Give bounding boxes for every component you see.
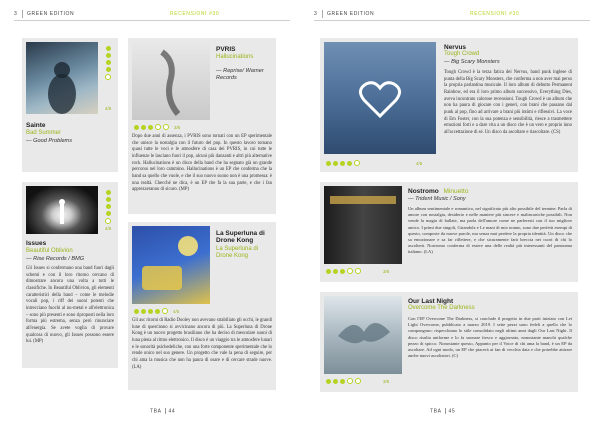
footer-brand: TBA (430, 408, 442, 415)
footer-page-number: 44 (168, 408, 176, 415)
rating-dot-filled (148, 125, 153, 130)
artist-name: Nervus (444, 44, 467, 51)
review-body: Tough Crowd è la terza fatica dei Nervus, band punk inglese di punta della Big Scary Monsters, che conferma a non aver mai perso la propria parlantina musicale. Il loro album di debutto Permanent Rainbow, ed era il loro primo album successivo, Everything Dies, aveva incontrato calorose recensioni. Tough Crowd è un album che non ha paura di giocare con i generi, con brani che passano dal punk al pop, fino ad arrivare a brani più intimi e riflessivi. La voce di Em Foster, con la sua potenza e sensibilità, riesce a trasmettere emozioni forti e a dare vita a un disco che è un vero e proprio inno all'accettazione di sé. Un disco da ascoltare e riascoltare. (CS) (444, 70, 572, 136)
rating-dot-filled (134, 125, 139, 130)
rating-dot-filled (141, 125, 146, 130)
right-page (300, 0, 600, 424)
album-cover (132, 226, 210, 304)
rating-dot-empty (105, 218, 111, 224)
rating-dot-filled (141, 309, 146, 314)
rating-dots (105, 46, 111, 80)
artist-name: La Superluna di Drone Kong (216, 230, 265, 245)
title-row (408, 188, 468, 195)
album-title: Tough Crowd (444, 51, 480, 57)
review-card-superluna (128, 222, 276, 390)
artist-name: Issues (26, 240, 47, 247)
cover-art-figure (132, 42, 210, 120)
review-body: Un album sentimentale e romantico, nel significato più alto possibile del termine. Parla di amore con nostalgia, desiderio e nelle maniere più sincere e malinconiche possibili. Non vende la magia di ballate, ma parla dell'amore come ne parleresti con il tuo migliore amico. I primi due singoli, Girandola e Le mani di mio nonno, sono due perfetti esempi di questo, composte da nuove parole, ma senza mai perdere la propria identità. Un disco che sa emozionare e sa far riflettere, e che sicuramente farà breccia nei cuori di chi lo ascolterà. Nostromo conferma di essere una delle realtà più interessanti del panorama italiano. (LA) (408, 206, 572, 255)
rating-dot-filled (106, 190, 111, 195)
cover-art-figure (26, 42, 98, 114)
rating-text: 3/5 (383, 268, 390, 274)
header-edition: GREEN EDITION (327, 11, 375, 17)
rating-dot-filled (326, 269, 331, 274)
album-cover (26, 186, 98, 234)
rating-text: 4/5 (416, 160, 423, 166)
cover-art-figure (132, 226, 210, 304)
album-title: Overcome The Darkness (408, 305, 475, 311)
rating-dot-filled (106, 197, 111, 202)
album-cover (324, 186, 402, 264)
footer-page-number: 45 (448, 408, 456, 415)
rating-dot-filled (106, 60, 111, 65)
artist-name: Our Last Night (408, 298, 454, 305)
record-label: — Good Problems (26, 138, 73, 144)
album-cover (324, 42, 436, 154)
review-card-sainte (22, 38, 118, 172)
rating-text: 4/5 (173, 308, 180, 314)
review-card-issues (22, 182, 118, 368)
review-body: Dopo due anni di assenza, i PVRIS sono tornati con un EP sperimentale che unisce la nostalgia con il futuro del pop. In questo lavoro tornano quasi tutte le voci e le atmosfere di casa dei PVRIS, in cui tutte le influenze le lasciano fuori il pop, alcuni più danzanti e altri più alternative rock. Hallucinations è un disco della band che ha segnato già un grande percorso nel loro cammino. Hallucinations è un EP che conferma che la band sa quello che vuole, e che il suo nuovo suono non è una promessa: è una realtà. Checché ne dica, è un EP che fa la sua parte, e che i fan apprezzeranno di sicuro. (MP) (132, 134, 272, 193)
rating-dot-filled (326, 161, 331, 166)
album-title: Hallucinations (216, 54, 254, 60)
record-label: — Reprise/ Warner Records (216, 68, 264, 82)
rating-dots (326, 378, 389, 384)
rating-dot-filled (148, 309, 153, 314)
cover-art-figure (324, 296, 402, 374)
rating-dot-empty (355, 268, 361, 274)
artist-name: Sainte (26, 122, 46, 129)
rating-dot-filled (333, 161, 338, 166)
rating-dot-empty (347, 378, 353, 384)
page-footer (430, 408, 455, 414)
page-header (14, 10, 290, 20)
rating-dot-filled (106, 46, 111, 51)
rating-text: 4/5 (105, 226, 112, 231)
header-edition: GREEN EDITION (27, 11, 75, 17)
rating-dot-empty (354, 160, 360, 166)
rating-dot-empty (105, 74, 111, 80)
footer-brand: TBA (150, 408, 162, 415)
heart-icon (324, 42, 436, 154)
rating-dot-filled (340, 379, 345, 384)
rating-dot-filled (106, 204, 111, 209)
album-cover (132, 42, 210, 120)
rating-dots (105, 190, 111, 224)
album-title: Beautiful Oblivion (26, 248, 73, 254)
rating-dot-filled (134, 309, 139, 314)
rating-dot-filled (106, 211, 111, 216)
cover-art-figure (26, 186, 98, 234)
review-body: Gli asc ritorni di Radio Dooley non avevano strabiliato gli occhi, le grandi lune di quest'anno si avvicinano ancora di più. La Superluna di Drone Kong è un nuovo progetto brasiliano che ha deciso di mescolare suoni di luna piena al ritmo elettronico. Il disco è un viaggio tra le atmosfere lunari e le sonorità psichedeliche, con una forte componente sperimentale che lo rende unico nel suo genere. Un progetto che vale la pena di seguire, per chi ama la musica che non ha paura di osare e di cercare strade nuove. (LA) (132, 318, 272, 370)
record-label: — Trident Music / Sony (408, 196, 466, 202)
rating-dot-filled (340, 161, 345, 166)
page-footer (150, 408, 175, 414)
header-page-number: 3 (14, 11, 18, 17)
review-body: Con l'EP Overcome The Darkness, si conclude il progetto in due parti iniziato con Let Light Overcome, pubblicato a marzo 2019. I sette pezzi sono fedeli a quello che lo compongono: rispecchiano lo stile consolidato negli ultimi anni dagli Our Last Night. Il disco risulta uniforme e lo fa suonare fresco e aggiornato, nonostante manchi qualche pezzo di spicco. Nonostante questo, Appunto per il Voice di chi ama la band, è un EP da ascoltare. Ad ogni modo, un EP che piacerà ai fan di vecchia data e che potrebbe attirare anche nuovi ascoltatori. (C) (408, 316, 572, 359)
review-card-nostromo (320, 182, 578, 282)
artist-name: PVRIS (216, 46, 236, 53)
album-title: Minuetto (443, 188, 469, 195)
rating-dot-filled (326, 379, 331, 384)
rating-dot-empty (163, 124, 169, 130)
album-title: La Superluna di Drone Kong (216, 246, 259, 259)
album-title: Bad Summer (26, 130, 62, 136)
header-page-number: 3 (314, 11, 318, 17)
rating-dot-empty (155, 124, 161, 130)
rating-dot-empty (355, 378, 361, 384)
rating-dot-filled (155, 309, 160, 314)
rating-dot-empty (162, 308, 168, 314)
record-label: — Big Scary Monsters (444, 59, 500, 65)
rating-dot-filled (340, 269, 345, 274)
header-section: RECENSIONI #30 (470, 11, 520, 17)
rating-dot-filled (106, 53, 111, 58)
rating-text: 3/5 (174, 124, 181, 130)
album-cover (26, 42, 98, 114)
review-card-nervus (320, 38, 578, 172)
rating-dots (134, 124, 180, 130)
rating-dot-filled (106, 67, 111, 72)
record-label: — Rise Records / BMG (26, 256, 85, 262)
rating-dot-empty (347, 268, 353, 274)
rating-dot-filled (333, 269, 338, 274)
rating-dots (326, 268, 389, 274)
review-card-ourlastnight (320, 292, 578, 392)
page-header (314, 10, 590, 20)
rating-dots (134, 308, 179, 314)
rating-dot-filled (347, 161, 352, 166)
album-cover (324, 296, 402, 374)
header-section: RECENSIONI #30 (170, 11, 220, 17)
cover-art-figure (324, 186, 402, 264)
rating-text: 4/5 (105, 106, 112, 111)
rating-dot-filled (333, 379, 338, 384)
review-card-pvris (128, 38, 276, 214)
rating-dots (326, 160, 422, 166)
artist-name: Nostromo (408, 188, 439, 195)
review-body: Gli Issues si confermano una band fuori dagli schemi e con il loro ritorno cercano di dimostrare ancora una volta a tutti le classifiche. In Beautiful Oblivion, gli elementi caratteristici della band – come le melodie vocali pop, i riff dei suoni potenti che intrecciano fuochi al nu-metal e all'elettronica – sono più presenti e sono riproposti nella loro forma più estrema, senza però rinunciare all'energia. Se avete voglia di provare qualcosa di nuovo, gli Issues possono essere lui. (MP) (26, 266, 114, 345)
rating-text: 3/5 (383, 378, 390, 384)
